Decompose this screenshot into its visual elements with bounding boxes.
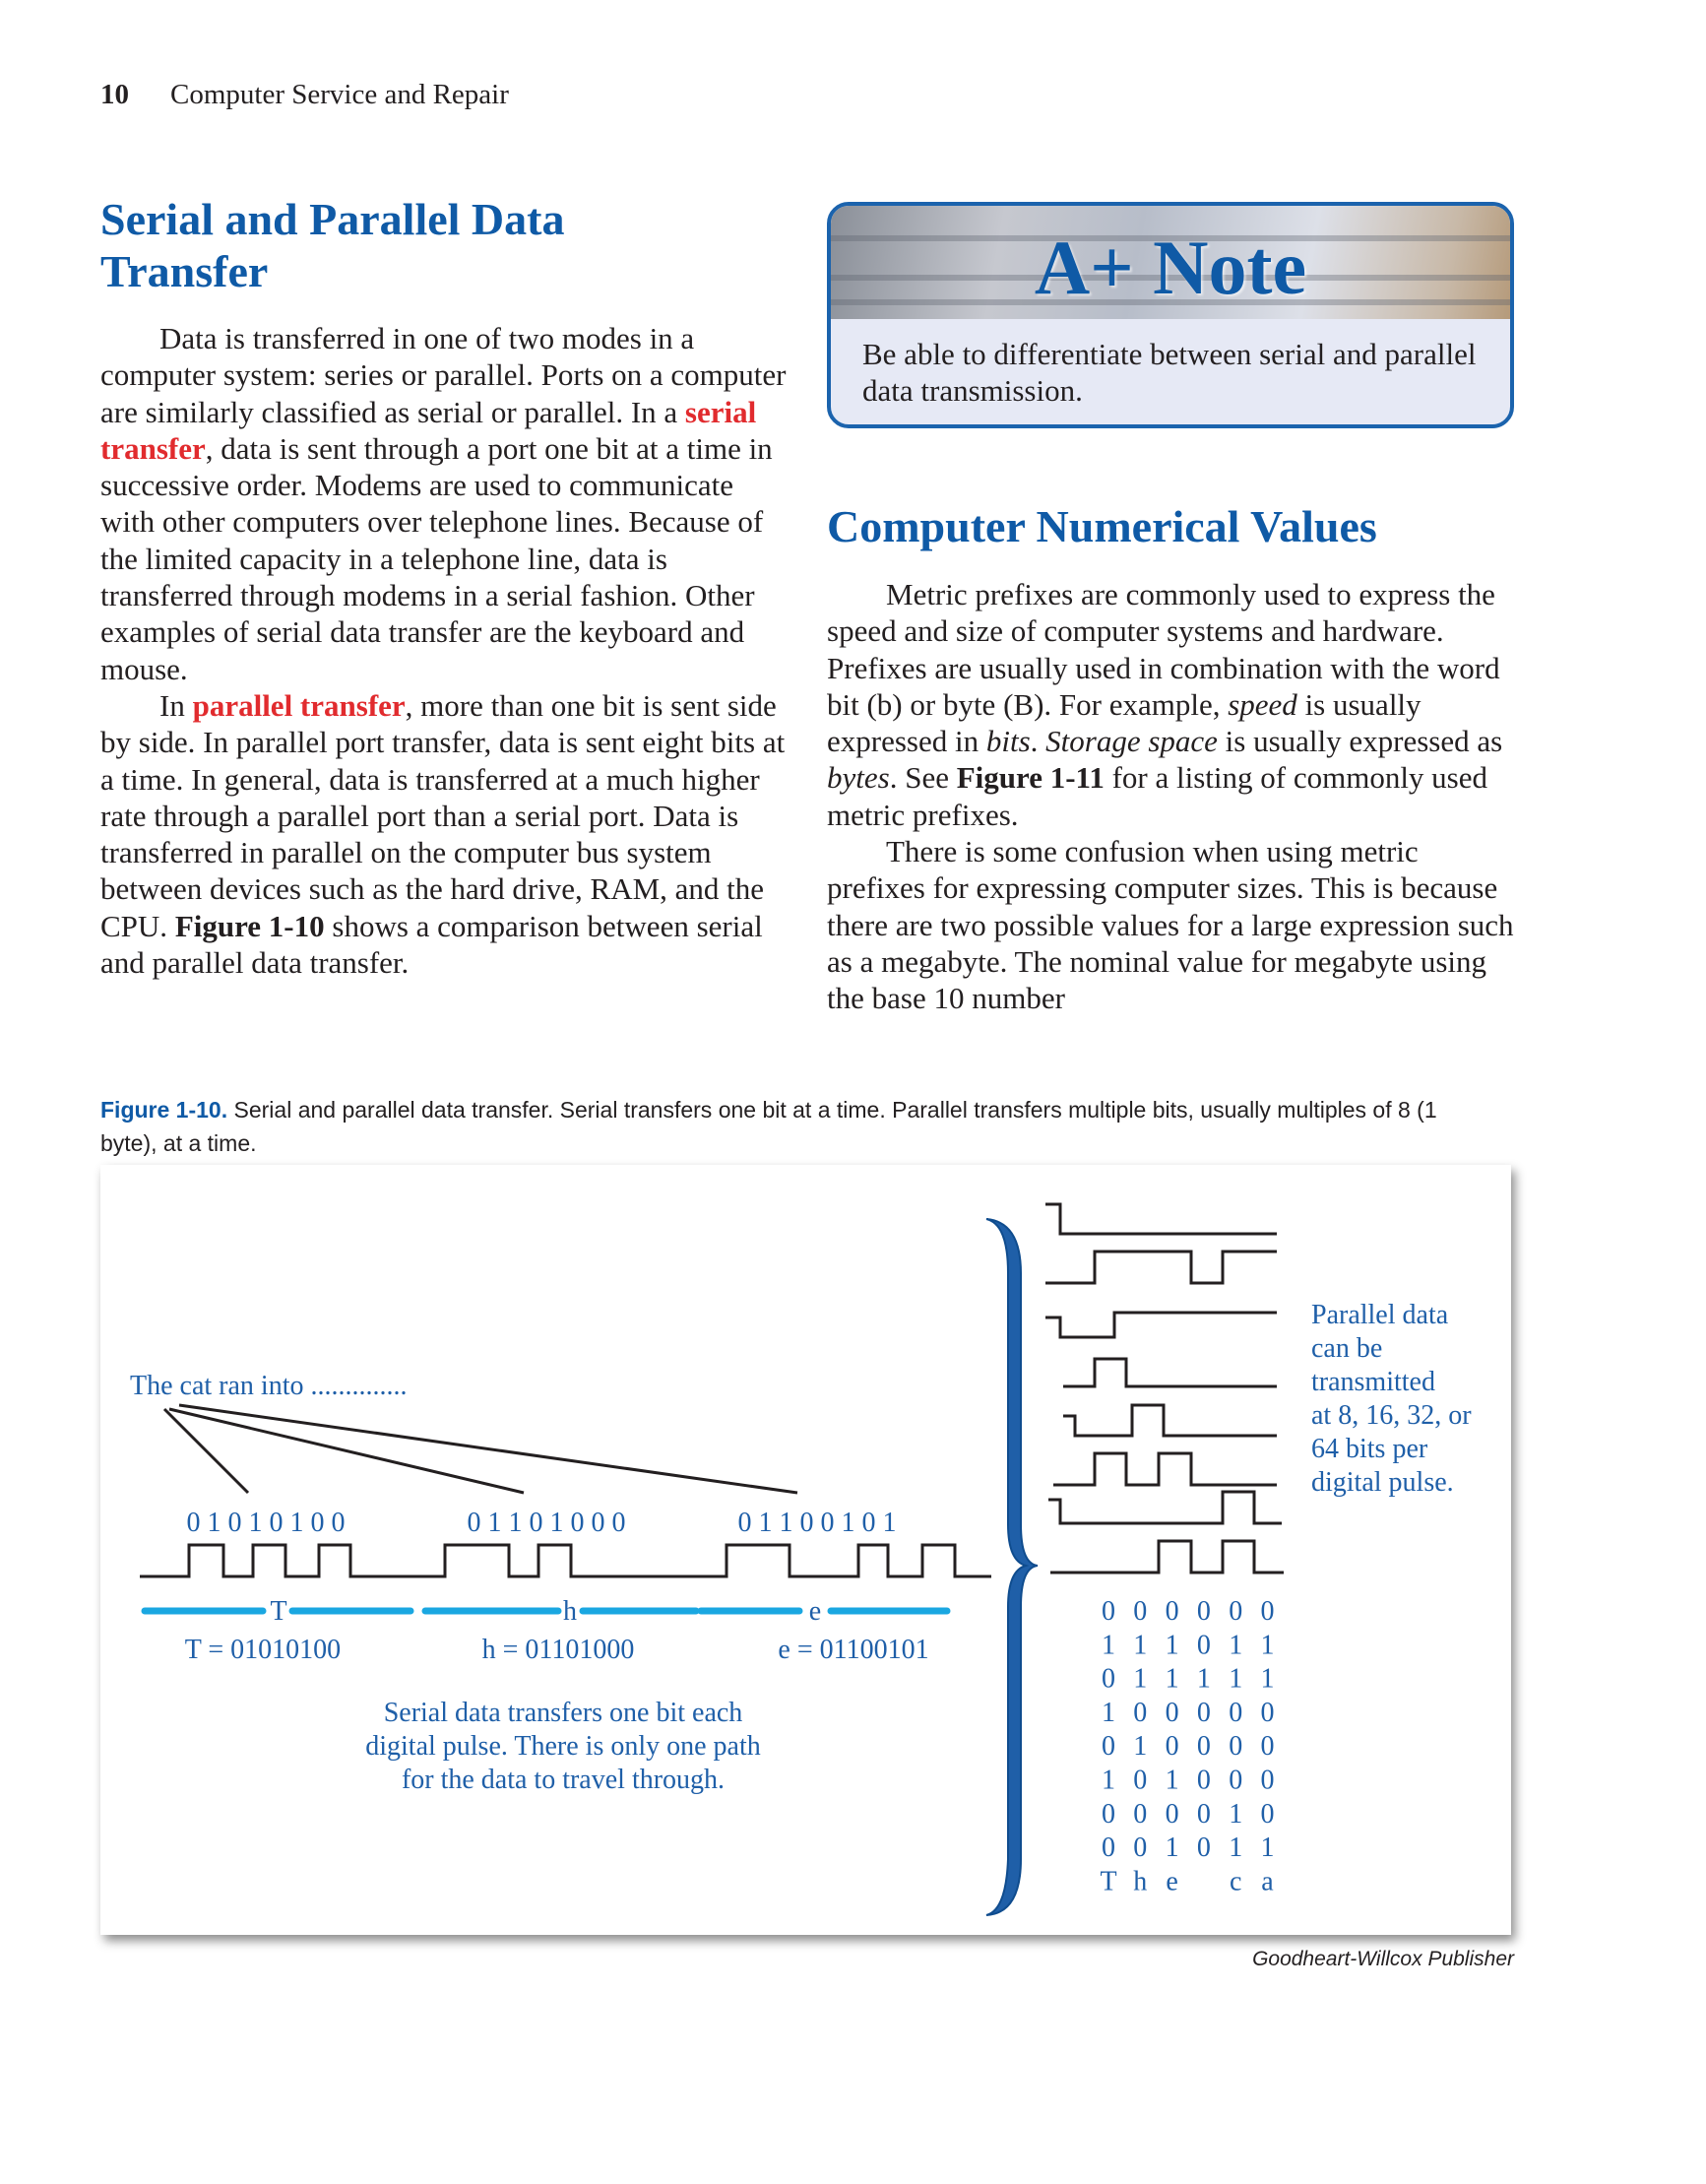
parallel-cell: 0 — [1229, 1765, 1243, 1796]
right-column-text — [827, 576, 1516, 1017]
parallel-desc-line-4: at 8, 16, 32, or — [1311, 1400, 1472, 1431]
text: speed — [1228, 686, 1297, 722]
parallel-cell: 1 — [1229, 1630, 1243, 1661]
parallel-cell: 1 — [1260, 1832, 1275, 1864]
parallel-cell: 1 — [1260, 1663, 1275, 1695]
parallel-cell: 0 — [1133, 1765, 1148, 1796]
parallel-waveforms — [1045, 1204, 1284, 1573]
paragraph-confusion: There is some confusion when using metric prefixes for expressing computer sizes. This is because there are two possible values for a large expression such as a megabyte. The nominal value for megabyte using the base 10 number — [827, 834, 1514, 1016]
parallel-cell: 0 — [1196, 1765, 1211, 1796]
a-plus-note-box — [827, 202, 1514, 428]
parallel-cell: T — [1100, 1866, 1117, 1897]
left-column-text — [100, 320, 790, 981]
parallel-desc-line-5: 64 bits per — [1311, 1434, 1428, 1464]
section-heading-numerical-values: Computer Numerical Values — [827, 501, 1377, 551]
text: In — [159, 687, 193, 723]
heading-line-2: Transfer — [100, 246, 269, 296]
heading-line-1: Serial and Parallel Data — [100, 194, 565, 244]
parallel-cell: 0 — [1102, 1832, 1115, 1864]
code-e: e = 01100101 — [778, 1635, 929, 1665]
note-title: A+ Note — [1034, 225, 1307, 310]
parallel-cell: 0 — [1260, 1596, 1275, 1627]
text: Metric prefixes are commonly used to express the speed and size of computer systems and hardware. Prefixes are usually used in combination with the word bit (b) or byte (B). For example, — [827, 577, 1500, 722]
serial-desc-line-1: Serial data transfers one bit each — [383, 1698, 743, 1728]
parallel-cell: 0 — [1260, 1798, 1275, 1830]
parallel-bit-table — [1100, 1596, 1274, 1896]
parallel-cell: 0 — [1196, 1731, 1211, 1763]
text: bits — [985, 724, 1031, 759]
parallel-cell: 0 — [1165, 1596, 1179, 1627]
parallel-cell: 1 — [1102, 1697, 1115, 1728]
parallel-cell: 0 — [1196, 1832, 1211, 1864]
text: , more than one bit is sent side by side. In parallel port transfer, data is sent eight bits at a time. In general, data is transferred at a much higher rate through a parallel port than a serial port. Data is transferred in parallel on the computer bus system between devices such as the hard drive, RAM, and the CPU. — [100, 687, 786, 943]
text: Storage space — [1045, 724, 1218, 759]
text: Data is transferred in one of two modes in a computer system: series or parallel. Ports on a computer are similarly classified as serial or parallel. In a — [100, 321, 787, 429]
caption-text: Serial and parallel data transfer. Serial transfers one bit at a time. Parallel transfers multiple bits, usually multiples of 8 (1 byte), at a time. — [100, 1097, 1437, 1156]
text: . — [1030, 724, 1046, 759]
parallel-cell: 1 — [1229, 1798, 1243, 1830]
figure-caption — [100, 1093, 1498, 1160]
parallel-cell: 0 — [1102, 1596, 1115, 1627]
parallel-cell: 1 — [1102, 1765, 1115, 1796]
figure-credit: Goodheart-Willcox Publisher — [1252, 1948, 1514, 1970]
parallel-cell: 0 — [1229, 1596, 1243, 1627]
parallel-cell: 1 — [1229, 1663, 1243, 1695]
parallel-cell: 1 — [1102, 1630, 1115, 1661]
letter-e: e — [808, 1596, 822, 1627]
figure-reference: Figure 1-10 — [174, 908, 325, 943]
parallel-description — [1311, 1300, 1472, 1498]
parallel-desc-line-6: digital pulse. — [1311, 1467, 1454, 1498]
text: is usually expressed as — [1217, 724, 1503, 759]
parallel-cell: 0 — [1260, 1765, 1275, 1796]
parallel-cell: 0 — [1133, 1596, 1148, 1627]
code-T: T = 01010100 — [184, 1635, 342, 1665]
serial-parallel-diagram — [100, 1165, 1511, 1935]
text: is usually expressed in — [827, 686, 1422, 759]
parallel-cell: 0 — [1260, 1697, 1275, 1728]
figure-reference: Figure 1-11 — [956, 760, 1105, 796]
parallel-cell: 1 — [1229, 1832, 1243, 1864]
parallel-desc-line-3: transmitted — [1311, 1367, 1435, 1397]
parallel-cell: 0 — [1196, 1798, 1211, 1830]
parallel-cell: 0 — [1196, 1697, 1211, 1728]
parallel-cell: 0 — [1165, 1731, 1179, 1763]
parallel-cell: 1 — [1133, 1630, 1148, 1661]
page-number: 10 — [100, 79, 129, 110]
parallel-cell: 0 — [1102, 1663, 1115, 1695]
parallel-cell: 0 — [1165, 1798, 1179, 1830]
paragraph-serial — [100, 320, 790, 687]
parallel-cell: c — [1229, 1866, 1242, 1897]
caption-label: Figure 1-10. — [100, 1097, 228, 1123]
pointer-lines — [164, 1405, 797, 1493]
parallel-cell: 0 — [1133, 1697, 1148, 1728]
parallel-cell: 0 — [1196, 1630, 1211, 1661]
parallel-cell: 0 — [1196, 1596, 1211, 1627]
parallel-cell: h — [1133, 1866, 1148, 1897]
parallel-cell: 0 — [1133, 1798, 1148, 1830]
parallel-cell: 0 — [1133, 1832, 1148, 1864]
brace-icon — [986, 1219, 1038, 1915]
serial-desc-line-3: for the data to travel through. — [401, 1765, 726, 1795]
parallel-cell: 1 — [1133, 1731, 1148, 1763]
text: shows a comparison between serial and parallel data transfer. — [100, 908, 763, 981]
section-heading-serial-parallel — [100, 193, 564, 297]
term-parallel-transfer: parallel transfer — [192, 687, 406, 723]
parallel-desc-line-1: Parallel data — [1311, 1300, 1449, 1330]
paragraph-metric-prefixes — [827, 576, 1516, 833]
parallel-cell: 1 — [1260, 1630, 1275, 1661]
parallel-cell: a — [1261, 1866, 1274, 1897]
text: . See — [889, 760, 957, 796]
note-text: Be able to differentiate between serial and parallel data transmission. — [862, 337, 1477, 408]
serial-desc-line-2: digital pulse. There is only one path — [365, 1731, 761, 1762]
letter-T: T — [270, 1596, 287, 1627]
parallel-cell: 0 — [1229, 1731, 1243, 1763]
text: for a listing of commonly used metric prefixes. — [827, 760, 1488, 832]
term-serial-transfer: serial transfer — [100, 394, 757, 466]
serial-description — [365, 1698, 761, 1795]
parallel-cell: 0 — [1229, 1697, 1243, 1728]
running-header — [100, 79, 509, 111]
text: bytes — [827, 760, 890, 796]
parallel-cell: 0 — [1102, 1731, 1115, 1763]
serial-bit-groups — [187, 1508, 897, 1538]
bits-e: 0 1 1 0 0 1 0 1 — [737, 1508, 897, 1538]
sentence-label: The cat ran into .............. — [130, 1371, 408, 1401]
bits-T: 0 1 0 1 0 1 0 0 — [186, 1508, 346, 1538]
parallel-cell: 1 — [1165, 1630, 1179, 1661]
parallel-cell: 1 — [1196, 1663, 1211, 1695]
parallel-cell: 0 — [1260, 1731, 1275, 1763]
parallel-cell: 1 — [1165, 1832, 1179, 1864]
bits-h: 0 1 1 0 1 0 0 0 — [467, 1508, 626, 1538]
parallel-cell: 1 — [1165, 1663, 1179, 1695]
text: , data is sent through a port one bit at a time in successive order. Modems are used to communicate with other computers over telephone lines. Because of the limited capacity in a telephone line, data is transferred through modems in a serial fashion. Other examples of serial data transfer are the keyboard and mouse. — [100, 430, 773, 686]
code-h: h = 01101000 — [481, 1635, 635, 1665]
paragraph-parallel — [100, 687, 790, 981]
serial-signal-waveform — [140, 1545, 991, 1576]
parallel-desc-line-2: can be — [1311, 1333, 1383, 1364]
parallel-cell: 1 — [1165, 1765, 1179, 1796]
letter-h: h — [563, 1596, 577, 1627]
parallel-cell: 1 — [1133, 1663, 1148, 1695]
parallel-cell: e — [1166, 1866, 1178, 1897]
book-title: Computer Service and Repair — [170, 79, 509, 110]
figure-1-10 — [100, 1165, 1511, 1935]
parallel-cell: 0 — [1165, 1697, 1179, 1728]
parallel-cell: 0 — [1102, 1798, 1115, 1830]
